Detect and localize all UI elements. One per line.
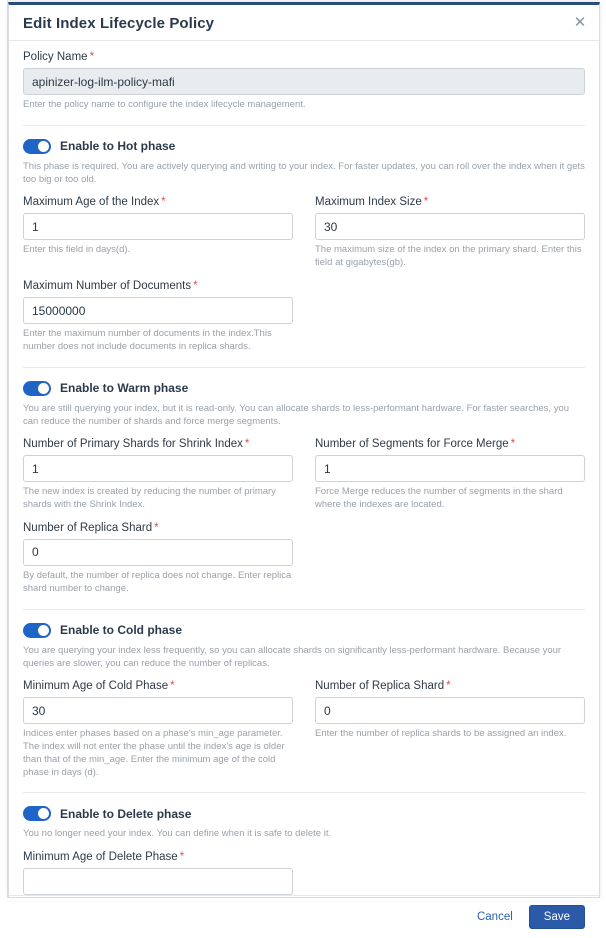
cold-phase-toggle[interactable]: [23, 623, 51, 638]
divider-2: [23, 367, 585, 368]
divider-1: [23, 125, 585, 126]
min-age-delete-label: [23, 851, 293, 863]
required-marker: *: [510, 438, 516, 451]
modal-body: [9, 41, 599, 895]
warm-phase-title: Enable to Warm phase: [60, 381, 189, 396]
required-marker: *: [89, 51, 95, 63]
page-left-edge: [0, 0, 8, 900]
max-index-size-label: [315, 196, 585, 208]
max-index-size-label-text: Maximum Index Size: [315, 196, 422, 209]
required-marker: *: [423, 196, 429, 209]
max-index-size-help: The maximum size of the index on the primary shard. Enter this field at gigabytes(gb).: [315, 244, 582, 269]
segments-force-merge-help: Force Merge reduces the number of segments in the shard where the indexes are located.: [315, 486, 563, 511]
warm-replica-shard-label: [23, 522, 293, 534]
delete-phase-row-1-spacer: [315, 841, 585, 895]
max-index-size-input[interactable]: [315, 213, 585, 240]
page-right-edge: [600, 0, 606, 900]
delete-phase-header: [23, 806, 585, 821]
required-marker: *: [170, 680, 175, 693]
hot-phase-header: [23, 139, 585, 154]
required-marker: *: [179, 850, 185, 863]
cold-replica-shard-field: [315, 680, 585, 779]
primary-shards-shrink-help: The new index is created by reducing the number of primary shards with the Shrink Index.: [23, 486, 276, 511]
primary-shards-shrink-label-text: Number of Primary Shards for Shrink Index: [23, 438, 243, 451]
segments-force-merge-input[interactable]: [315, 455, 585, 482]
policy-name-label: [23, 51, 585, 63]
delete-phase-title: Enable to Delete phase: [60, 806, 192, 821]
hot-phase-title: Enable to Hot phase: [60, 139, 176, 154]
max-age-index-field: [23, 196, 293, 270]
required-marker: *: [446, 680, 451, 693]
policy-name-input[interactable]: [23, 68, 585, 95]
warm-phase-row-2: [23, 512, 585, 596]
close-icon[interactable]: ✕: [571, 14, 589, 32]
warm-replica-shard-input[interactable]: [23, 539, 293, 566]
max-index-size-field: [315, 196, 585, 270]
policy-name-label-text: Policy Name: [23, 51, 88, 63]
required-marker: *: [244, 438, 250, 451]
min-age-delete-label-text: Minimum Age of Delete Phase: [23, 850, 178, 863]
cold-replica-shard-label: [315, 680, 585, 692]
cold-replica-shard-label-text: Number of Replica Shard: [315, 680, 445, 693]
max-age-index-label-text: Maximum Age of the Index: [23, 196, 160, 209]
cold-replica-shard-input[interactable]: [315, 697, 585, 724]
hot-phase-row-2: [23, 270, 585, 354]
max-age-index-label: [23, 196, 293, 208]
page-bottom-edge: [0, 898, 606, 900]
segments-force-merge-label-text: Number of Segments for Force Merge: [315, 438, 509, 451]
toggle-knob: [38, 808, 49, 819]
hot-phase-description: This phase is required. You are actively querying and writing to your index. For faster updates, you can roll over the index when it gets too big or too old.: [23, 160, 585, 186]
warm-phase-toggle[interactable]: [23, 381, 51, 396]
warm-phase-row-2-spacer: [315, 512, 585, 596]
page-title: Edit Index Lifecycle Policy: [23, 15, 215, 32]
min-age-cold-label-text: Minimum Age of Cold Phase: [23, 680, 169, 693]
edit-index-lifecycle-policy-modal: [8, 2, 600, 923]
hot-phase-row-1: [23, 186, 585, 270]
toggle-knob: [38, 141, 49, 152]
hot-phase-toggle[interactable]: [23, 139, 51, 154]
delete-phase-row-1: [23, 841, 585, 895]
max-age-index-help: Enter this field in days(d).: [23, 244, 131, 256]
policy-name-field: [23, 51, 585, 112]
cold-phase-description: You are querying your index less frequently, so you can allocate shards on significantly less-performant hardware. Because your queries are slower, you can reduce the number of replicas.: [23, 644, 562, 669]
cancel-button[interactable]: Cancel: [475, 907, 515, 927]
max-docs-field: [23, 280, 293, 354]
hot-phase-row-2-spacer: [315, 270, 585, 354]
required-marker: *: [161, 196, 166, 209]
min-age-cold-label: [23, 680, 293, 692]
warm-replica-shard-label-text: Number of Replica Shard: [23, 521, 153, 534]
cold-phase-title: Enable to Cold phase: [60, 623, 183, 637]
min-age-cold-field: [23, 680, 293, 779]
toggle-knob: [38, 383, 49, 394]
min-age-cold-help: Indices enter phases based on a phase's min_age parameter. The index will not enter the phase until the index's age is older than that of the min_age. Enter the minimum age of the cold phase in days (d).: [23, 728, 285, 778]
segments-force-merge-field: [315, 438, 585, 512]
cold-replica-shard-help: Enter the number of replica shards to be assigned an index.: [315, 728, 567, 740]
warm-replica-shard-field: [23, 522, 293, 596]
modal-header: [9, 5, 599, 41]
cold-phase-header: [23, 623, 585, 638]
cold-phase-row-1: [23, 670, 585, 779]
min-age-cold-input[interactable]: [23, 697, 293, 724]
delete-phase-toggle[interactable]: [23, 806, 51, 821]
segments-force-merge-label: [315, 438, 585, 450]
divider-3: [23, 609, 585, 610]
warm-replica-shard-help: By default, the number of replica does not change. Enter replica shard number to change.: [23, 569, 292, 594]
warm-phase-row-1: [23, 428, 585, 512]
max-docs-help: Enter the maximum number of documents in the index.This number does not include documents in replica shards.: [23, 328, 272, 352]
warm-phase-header: [23, 381, 585, 396]
max-docs-label-text: Maximum Number of Documents: [23, 280, 192, 293]
modal-footer: [9, 895, 599, 938]
save-button[interactable]: Save: [529, 905, 585, 929]
min-age-delete-input[interactable]: [23, 868, 293, 895]
required-marker: *: [193, 280, 198, 293]
max-age-index-input[interactable]: [23, 213, 293, 240]
primary-shards-shrink-label: [23, 438, 293, 450]
max-docs-input[interactable]: [23, 297, 293, 324]
primary-shards-shrink-input[interactable]: [23, 455, 293, 482]
required-marker: *: [154, 521, 159, 534]
warm-phase-description: You are still querying your index, but it is read-only. You can allocate shards to less-performant hardware. For faster searches, you can reduce the number of shards and force merge segments.: [23, 402, 570, 427]
policy-name-help: Enter the policy name to configure the index lifecycle management.: [23, 99, 306, 110]
min-age-delete-field: [23, 851, 293, 895]
toggle-knob: [38, 625, 49, 636]
delete-phase-description: You no longer need your index. You can define when it is safe to delete it.: [23, 828, 332, 840]
divider-4: [23, 792, 585, 793]
max-docs-label: [23, 280, 293, 292]
primary-shards-shrink-field: [23, 438, 293, 512]
